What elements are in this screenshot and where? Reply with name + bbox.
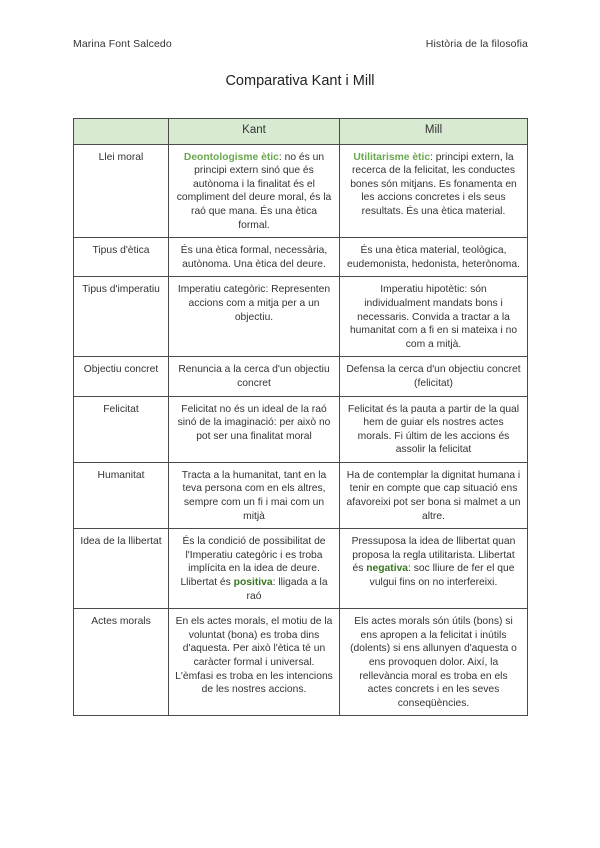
highlight-term: negativa bbox=[366, 563, 409, 575]
kant-cell bbox=[169, 529, 340, 609]
table-row bbox=[74, 238, 528, 277]
table-row bbox=[74, 144, 528, 238]
row-label: Tipus d'imperatiu bbox=[74, 277, 169, 357]
table-row bbox=[74, 357, 528, 396]
page-title: Comparativa Kant i Mill bbox=[225, 73, 375, 89]
cell-text: : lligada a la raó bbox=[246, 577, 328, 602]
mill-cell bbox=[340, 529, 528, 609]
comparison-table bbox=[73, 118, 528, 716]
table-row bbox=[74, 462, 528, 528]
kant-cell bbox=[169, 144, 340, 238]
table-row bbox=[74, 609, 528, 716]
table-row bbox=[74, 396, 528, 462]
mill-cell: Felicitat és la pauta a partir de la qual hem de guiar els nostres actes morals. Fi últim de les accions és assolir la felicitat bbox=[340, 396, 528, 462]
row-label: Idea de la llibertat bbox=[74, 529, 169, 609]
kant-cell: Imperatiu categòric: Representen accions com a mitja per a un objectiu. bbox=[169, 277, 340, 357]
mill-cell: És una ètica material, teològica, eudemonista, hedonista, heterònoma. bbox=[340, 238, 528, 277]
header-author: Marina Font Salcedo bbox=[73, 38, 172, 50]
row-label: Objectiu concret bbox=[74, 357, 169, 396]
header-kant: Kant bbox=[169, 119, 340, 145]
mill-cell: Imperatiu hipotètic: són individualment mandats bons i necessaris. Convida a tractar a la humanitat com a fi en si mateixa i no com a mitjà. bbox=[340, 277, 528, 357]
mill-cell bbox=[340, 144, 528, 238]
kant-cell: És una ètica formal, necessària, autònoma. Una ètica del deure. bbox=[169, 238, 340, 277]
row-label: Felicitat bbox=[74, 396, 169, 462]
cell-text: És la condició de possibilitat de l'Imperatiu categòric i es troba implícita en la idea de deure. Llibertat és bbox=[180, 536, 326, 589]
mill-cell: Defensa la cerca d'un objectiu concret (felicitat) bbox=[340, 357, 528, 396]
cell-text: : soc lliure de fer el que vulgui fins on no interfereixi. bbox=[369, 563, 515, 589]
header-subject: Història de la filosofia bbox=[425, 38, 528, 50]
highlight-term: Deontologisme ètic bbox=[183, 151, 279, 163]
cell-text: : principi extern, la recerca de la felicitat, les conductes bones són mitjans. Es fonamenta en les accions concretes i els seus resultats. És una ètica material. bbox=[350, 151, 517, 217]
kant-cell: Felicitat no és un ideal de la raó sinó de la imaginació: per això no pot ser una finalitat moral bbox=[169, 396, 340, 462]
mill-cell: Ha de contemplar la dignitat humana i tenir en compte que cap situació ens afavoreixi pot ser bona si malmet a un altre. bbox=[340, 462, 528, 528]
mill-cell: Els actes morals són útils (bons) si ens apropen a la felicitat i inútils (dolents) si ens allunyen d'aquesta o ens provoquen dolor. Així, la rellevància moral es troba en els actes concrets i en les seves conseqüències. bbox=[340, 609, 528, 716]
header-empty-cell bbox=[74, 119, 169, 145]
row-label: Humanitat bbox=[74, 462, 169, 528]
cell-text: : no és un principi extern sinó que és autònoma i la finalitat és el compliment del deure moral, és la raó que mana. És una ètica formal. bbox=[176, 151, 332, 231]
row-label: Tipus d'ètica bbox=[74, 238, 169, 277]
table-row bbox=[74, 529, 528, 609]
kant-cell: Tracta a la humanitat, tant en la teva persona com en els altres, sempre com un fi i mai com un mitjà bbox=[169, 462, 340, 528]
kant-cell: Renuncia a la cerca d'un objectiu concret bbox=[169, 357, 340, 396]
table-header-row bbox=[74, 119, 528, 145]
kant-cell: En els actes morals, el motiu de la voluntat (bona) es troba dins d'aquesta. Per això l'ètica té un caràcter formal i universal. L'èmfasi es troba en les intencions de les nostres accions. bbox=[169, 609, 340, 716]
header-mill: Mill bbox=[340, 119, 528, 145]
row-label: Actes morals bbox=[74, 609, 169, 716]
cell-text: Pressuposa la idea de llibertat quan proposa la regla utilitarista. Llibertat és bbox=[351, 536, 516, 575]
highlight-term: positiva bbox=[233, 577, 273, 589]
row-label: Llei moral bbox=[74, 144, 169, 238]
table-row bbox=[74, 277, 528, 357]
highlight-term: Utilitarisme ètic bbox=[353, 151, 431, 163]
